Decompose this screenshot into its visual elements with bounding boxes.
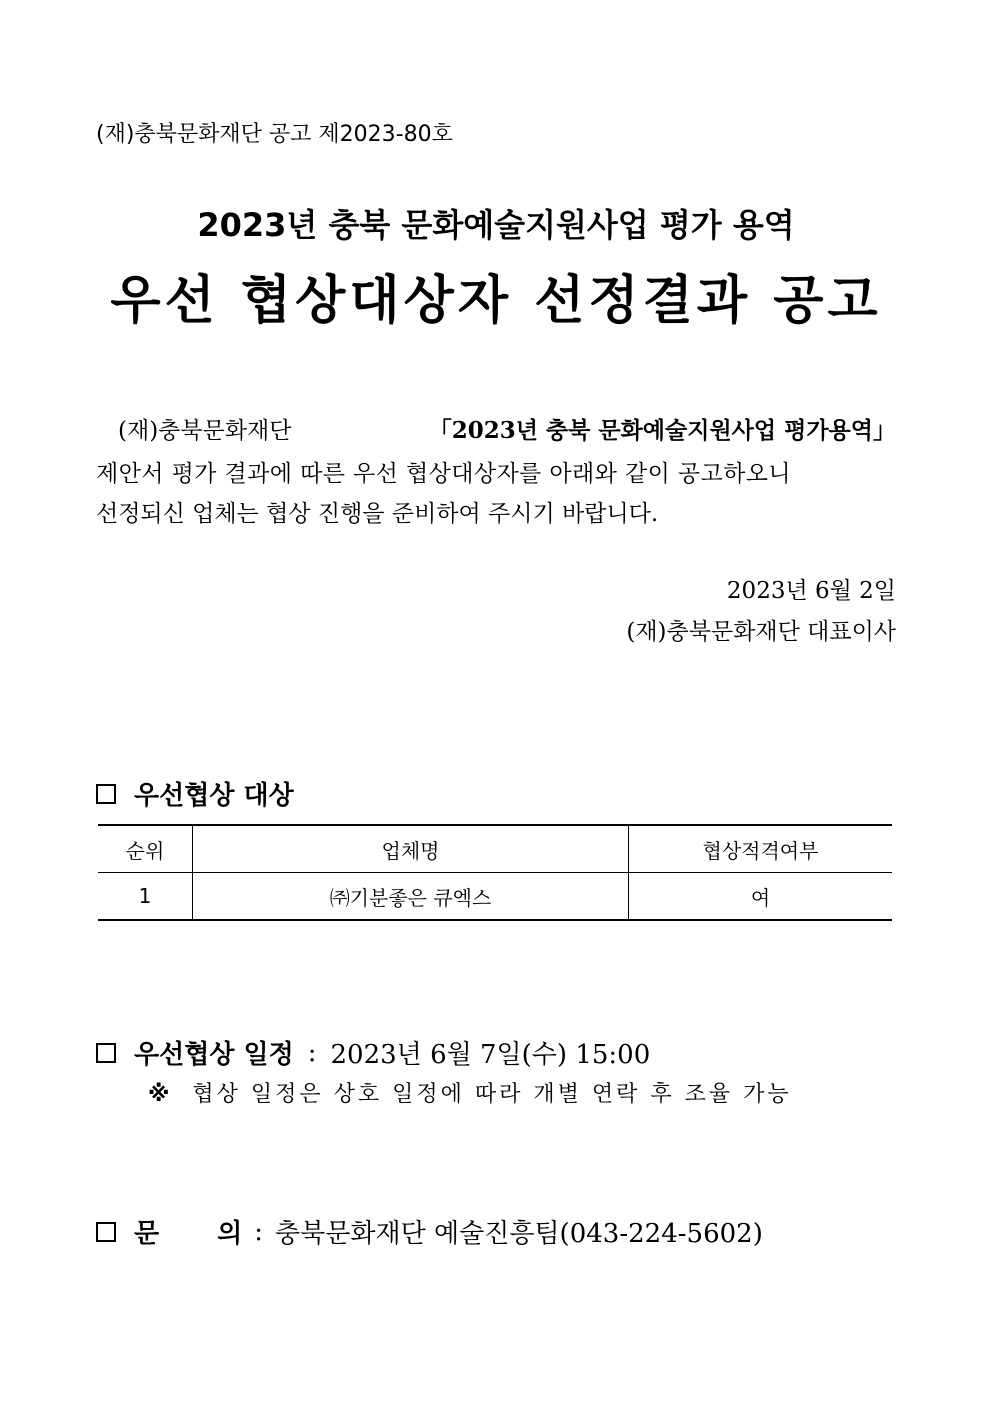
cell-rank: 1 [98, 873, 193, 921]
notice-number: (재)충북문화재단 공고 제2023-80호 [96, 122, 453, 147]
reference-mark-icon: ※ [148, 1082, 173, 1107]
body-line-2: 제안서 평가 결과에 따른 우선 협상대상자를 아래와 같이 공고하오니 [96, 461, 791, 487]
contact-separator: : [254, 1216, 264, 1247]
issuer: (재)충북문화재단 대표이사 [626, 619, 896, 645]
column-header-rank: 순위 [98, 825, 193, 873]
result-table [98, 824, 892, 921]
schedule-note [148, 1077, 792, 1108]
column-header-eligibility: 협상적격여부 [629, 825, 893, 873]
body-line-1 [96, 412, 896, 445]
table-header-row [98, 825, 892, 873]
contact-section [96, 1213, 763, 1250]
schedule-section [96, 1034, 650, 1071]
schedule-heading: 우선협상 일정 [134, 1040, 294, 1070]
page-title-line-1: 2023년 충북 문화예술지원사업 평가 용역 [197, 206, 795, 244]
schedule-value: 2023년 6월 7일(수) 15:00 [330, 1040, 651, 1070]
schedule-separator: : [307, 1037, 317, 1068]
cell-eligibility: 여 [629, 873, 893, 921]
page-title-line-2: 우선 협상대상자 선정결과 공고 [110, 270, 882, 331]
column-header-company: 업체명 [193, 825, 629, 873]
body-line-3: 선정되신 업체는 협상 진행을 준비하여 주시기 바랍니다. [96, 501, 659, 527]
checkbox-square-icon [96, 1222, 116, 1242]
target-section-heading [96, 775, 294, 812]
schedule-note-text: 협상 일정은 상호 일정에 따라 개별 연락 후 조율 가능 [192, 1082, 792, 1107]
contact-heading-1: 문 [134, 1219, 160, 1249]
body-project-name: 「2023년 충북 문화예술지원사업 평가용역」 [428, 417, 896, 444]
body-lead: (재)충북문화재단 [118, 418, 292, 444]
table-row [98, 873, 892, 921]
announcement-date: 2023년 6월 2일 [726, 578, 896, 604]
target-heading-text: 우선협상 대상 [134, 781, 294, 811]
cell-company: ㈜기분좋은 큐엑스 [193, 873, 629, 921]
contact-value: 충북문화재단 예술진흥팀(043-224-5602) [275, 1219, 763, 1249]
contact-heading-2: 의 [217, 1219, 243, 1249]
checkbox-square-icon [96, 784, 116, 804]
checkbox-square-icon [96, 1043, 116, 1063]
